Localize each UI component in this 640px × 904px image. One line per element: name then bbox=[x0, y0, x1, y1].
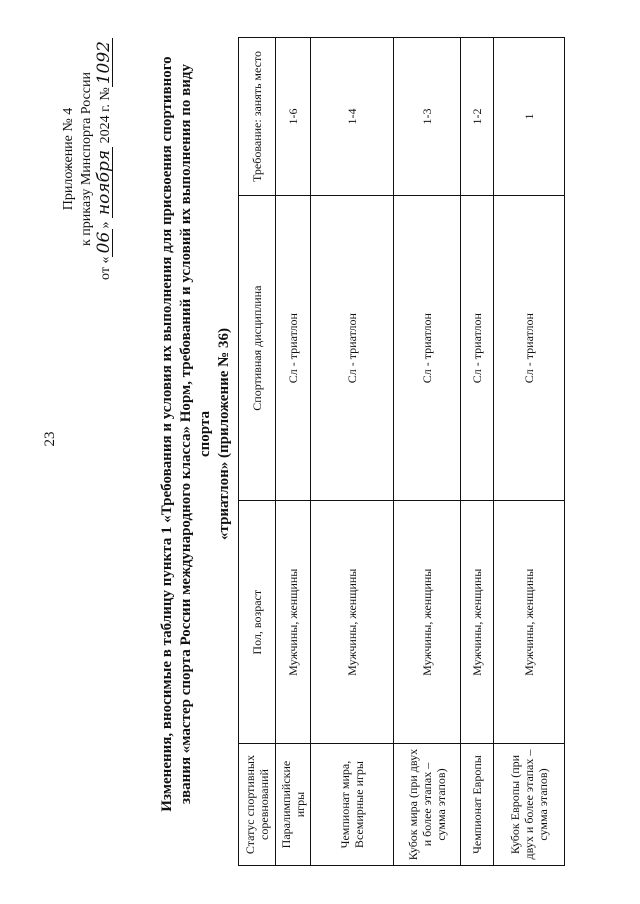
header-discipline: Спортивная дисциплина bbox=[239, 195, 276, 501]
header-place: Требование: занять место bbox=[239, 38, 276, 196]
cell-sex-age: Мужчины, женщины bbox=[394, 501, 461, 744]
cell-sex-age: Мужчины, женщины bbox=[461, 501, 494, 744]
cell-place: 1-3 bbox=[394, 38, 461, 196]
cell-status: Паралимпийские игры bbox=[276, 744, 311, 866]
table-row bbox=[494, 38, 565, 866]
cell-status: Чемпионат мира, Всемирные игры bbox=[311, 744, 394, 866]
title-line-1: Изменения, вносимые в таблицу пункта 1 «Требования и условия их выполнения для присвоения спортивного bbox=[159, 56, 175, 812]
cell-discipline: Сл - триатлон bbox=[311, 195, 394, 501]
header-status: Статус спортивных соревнований bbox=[239, 744, 276, 866]
cell-discipline: Сл - триатлон bbox=[276, 195, 311, 501]
cell-place: 1-2 bbox=[461, 38, 494, 196]
title-line-2: звания «мастер спорта России международного класса» Норм, требований и условий их выполнения по виду спорта bbox=[178, 64, 213, 804]
date-mid: » bbox=[98, 221, 113, 229]
header-sex-age: Пол, возраст bbox=[239, 501, 276, 744]
cell-status: Кубок мира (при двух и более этапах – сумма этапов) bbox=[394, 744, 461, 866]
cell-place: 1-4 bbox=[311, 38, 394, 196]
handwritten-day: 06 bbox=[96, 229, 113, 257]
table-row bbox=[311, 38, 394, 866]
cell-place: 1 bbox=[494, 38, 565, 196]
table-row bbox=[394, 38, 461, 866]
page-number: 23 bbox=[42, 431, 58, 447]
cell-sex-age: Мужчины, женщины bbox=[276, 501, 311, 744]
cell-sex-age: Мужчины, женщины bbox=[311, 501, 394, 744]
table-row bbox=[461, 38, 494, 866]
requirements-table bbox=[238, 37, 565, 866]
appendix-date-line bbox=[96, 9, 115, 309]
date-year: 2024 г. № bbox=[98, 87, 113, 144]
cell-sex-age: Мужчины, женщины bbox=[494, 501, 565, 744]
cell-status: Кубок Европы (при двух и более этапах – сумма этапов) bbox=[494, 744, 565, 866]
document-title bbox=[158, 54, 234, 814]
handwritten-month: ноября bbox=[96, 147, 113, 218]
handwritten-order-number: 1092 bbox=[96, 38, 113, 87]
cell-place: 1-6 bbox=[276, 38, 311, 196]
appendix-title: Приложение № 4 bbox=[61, 107, 76, 211]
cell-discipline: Сл - триатлон bbox=[394, 195, 461, 501]
date-prefix: от « bbox=[98, 256, 113, 280]
cell-discipline: Сл - триатлон bbox=[494, 195, 565, 501]
title-line-3: «триатлон» (приложение № 36) bbox=[216, 328, 232, 540]
table-header-row bbox=[239, 38, 276, 866]
table-row bbox=[276, 38, 311, 866]
cell-status: Чемпионат Европы bbox=[461, 744, 494, 866]
cell-discipline: Сл - триатлон bbox=[461, 195, 494, 501]
appendix-order-ref: к приказу Минспорта России bbox=[79, 72, 94, 246]
appendix-header bbox=[60, 9, 115, 309]
